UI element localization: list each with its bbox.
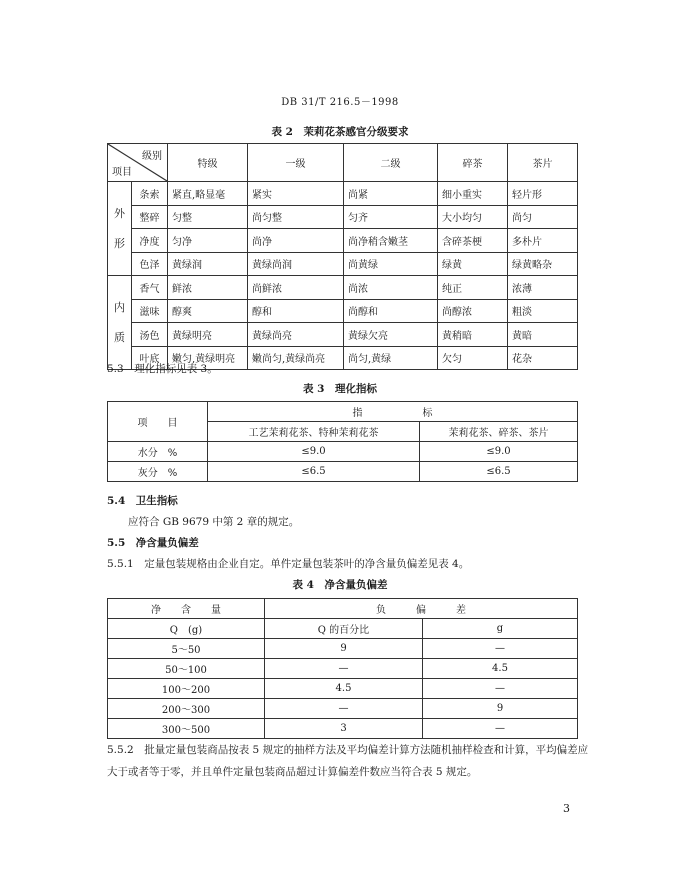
table3-item-header: 项 目: [108, 402, 208, 442]
table2-cell: 纯正: [438, 276, 508, 300]
table4-neg-header: 负 偏 差: [265, 599, 578, 619]
section-5-5: 5.5 净含量负偏差: [107, 537, 199, 549]
group-label-char: 质: [114, 330, 125, 344]
group-label-char: 形: [114, 236, 125, 250]
table2-item-label: 净度: [132, 229, 168, 253]
table2-cell: 绿黄略杂: [508, 252, 578, 276]
table3-cell: ≤9.0: [208, 442, 420, 462]
table-row: [108, 299, 578, 323]
table4-q-cell: 50～100: [108, 659, 265, 679]
section-5-4: 5.4 卫生指标: [107, 495, 178, 507]
table-row: [108, 323, 578, 347]
table4-net-header: 净 含 量: [108, 599, 265, 619]
table-row: [108, 719, 578, 739]
table2-cell: 醇和: [248, 299, 344, 323]
table2-cell: 黄绿明亮: [168, 323, 248, 347]
group-label-char: 外: [114, 206, 125, 220]
table4-q-cell: 5～50: [108, 639, 265, 659]
table3-cell: ≤9.0: [420, 442, 578, 462]
table2-cell: 花杂: [508, 346, 578, 370]
table4-g-cell: —: [423, 639, 578, 659]
table2-cell: 粗淡: [508, 299, 578, 323]
table2-cell: 尚醇浓: [438, 299, 508, 323]
table3-physicochemical: [107, 401, 578, 482]
table3-subheader: 工艺茉莉花茶、特种茉莉花茶: [208, 422, 420, 442]
table-row: [108, 276, 578, 300]
table4-q-cell: 100～200: [108, 679, 265, 699]
table4-pct-cell: 9: [265, 639, 423, 659]
table2-sensory-grading: [107, 143, 578, 370]
section-5-5-1: 5.5.1 定量包装规格由企业自定。单件定量包装茶叶的净含量负偏差见表 4。: [107, 558, 470, 570]
document-header: DB 31/T 216.5－1998: [281, 97, 399, 108]
table2-item-label: 滋味: [132, 299, 168, 323]
table2-corner-item: 项目: [112, 167, 132, 178]
table2-cell: 匀净: [168, 229, 248, 253]
table2-grade-header: 茶片: [508, 144, 578, 182]
table-row: [108, 679, 578, 699]
table4-pct-header: Q 的百分比: [265, 619, 423, 639]
table4-g-cell: 4.5: [423, 659, 578, 679]
table2-cell: 醇爽: [168, 299, 248, 323]
table2-cell: 嫩尚匀,黄绿尚亮: [248, 346, 344, 370]
table2-cell: 尚黄绿: [344, 252, 438, 276]
table-row: [108, 659, 578, 679]
table2-cell: 尚匀: [508, 205, 578, 229]
table4-pct-cell: —: [265, 699, 423, 719]
table2-cell: 匀整: [168, 205, 248, 229]
table2-cell: 尚匀整: [248, 205, 344, 229]
table2-cell: 鲜浓: [168, 276, 248, 300]
table2-cell: 尚浓: [344, 276, 438, 300]
table2-cell: 多朴片: [508, 229, 578, 253]
table2-item-label: 香气: [132, 276, 168, 300]
table2-item-label: 色泽: [132, 252, 168, 276]
table4-pct-cell: —: [265, 659, 423, 679]
section-5-3: 5.3 理化指标见表 3。: [107, 363, 218, 375]
table4-q-header: Q (g): [108, 619, 265, 639]
table2-cell: 黄绿尚润: [248, 252, 344, 276]
table2-cell: 尚净稍含嫩茎: [344, 229, 438, 253]
table3-subheader: 茉莉花茶、碎茶、茶片: [420, 422, 578, 442]
table4-q-cell: 200～300: [108, 699, 265, 719]
table2-group-label: [108, 182, 132, 276]
table2-cell: 轻片形: [508, 182, 578, 206]
table2-cell: 绿黄: [438, 252, 508, 276]
table2-cell: 细小重实: [438, 182, 508, 206]
section-5-5-2-line2: 大于或者等于零，并且单件定量包装商品超过计算偏差件数应当符合表 5 规定。: [107, 766, 478, 778]
table2-cell: 紧实: [248, 182, 344, 206]
table2-cell: 黄绿润: [168, 252, 248, 276]
table2-cell: 含碎茶梗: [438, 229, 508, 253]
table3-cell: ≤6.5: [208, 462, 420, 482]
page-number: 3: [563, 802, 570, 815]
table4-g-cell: —: [423, 719, 578, 739]
table4-g-cell: 9: [423, 699, 578, 719]
table3-cell: 灰分 %: [108, 462, 208, 482]
table2-cell: 尚净: [248, 229, 344, 253]
table-row: [108, 639, 578, 659]
table2-cell: 黄绿尚亮: [248, 323, 344, 347]
table3-cell: ≤6.5: [420, 462, 578, 482]
table2-group-label: [108, 276, 132, 370]
table2-item-label: 汤色: [132, 323, 168, 347]
table2-corner-cell: [108, 144, 168, 182]
table2-cell: 黄绿欠亮: [344, 323, 438, 347]
table2-cell: 欠匀: [438, 346, 508, 370]
table2-cell: 尚匀,黄绿: [344, 346, 438, 370]
table2-grade-header: 一级: [248, 144, 344, 182]
table2-cell: 嫩匀,黄绿明亮: [168, 346, 248, 370]
table-row: [108, 252, 578, 276]
table-row: [108, 205, 578, 229]
table2-item-label: 条索: [132, 182, 168, 206]
table-row: [108, 182, 578, 206]
table4-net-content-deviation: [107, 598, 578, 739]
table2-cell: 浓薄: [508, 276, 578, 300]
table2-grade-header: 碎茶: [438, 144, 508, 182]
table2-cell: 尚醇和: [344, 299, 438, 323]
section-5-4-text: 应符合 GB 9679 中第 2 章的规定。: [128, 516, 300, 528]
table4-q-cell: 300～500: [108, 719, 265, 739]
table2-corner-grade: 级别: [142, 151, 162, 162]
table2-cell: 黄稍暗: [438, 323, 508, 347]
table2-grade-header: 特级: [168, 144, 248, 182]
table-row: [108, 699, 578, 719]
table2-item-label: 叶底: [132, 346, 168, 370]
table3-index-header: 指 标: [208, 402, 578, 422]
table4-caption: 表 4 净含量负偏差: [292, 579, 388, 591]
table2-cell: 大小均匀: [438, 205, 508, 229]
table4-pct-cell: 4.5: [265, 679, 423, 699]
table2-cell: 紧直,略显毫: [168, 182, 248, 206]
table2-grade-header: 二级: [344, 144, 438, 182]
table-row: [108, 229, 578, 253]
table2-caption: 表 2 茉莉花茶感官分级要求: [271, 126, 409, 138]
table3-caption: 表 3 理化指标: [303, 383, 377, 395]
table2-cell: 尚鲜浓: [248, 276, 344, 300]
group-label-char: 内: [114, 300, 125, 314]
section-5-5-2-line1: 5.5.2 批量定量包装商品按表 5 规定的抽样方法及平均偏差计算方法随机抽样检查和计算，平均偏差应: [107, 744, 589, 756]
table3-cell: 水分 %: [108, 442, 208, 462]
table2-cell: 匀齐: [344, 205, 438, 229]
table2-cell: 尚紧: [344, 182, 438, 206]
table4-pct-cell: 3: [265, 719, 423, 739]
table4-g-header: g: [423, 619, 578, 639]
table2-cell: 黄暗: [508, 323, 578, 347]
table2-item-label: 整碎: [132, 205, 168, 229]
table4-g-cell: —: [423, 679, 578, 699]
